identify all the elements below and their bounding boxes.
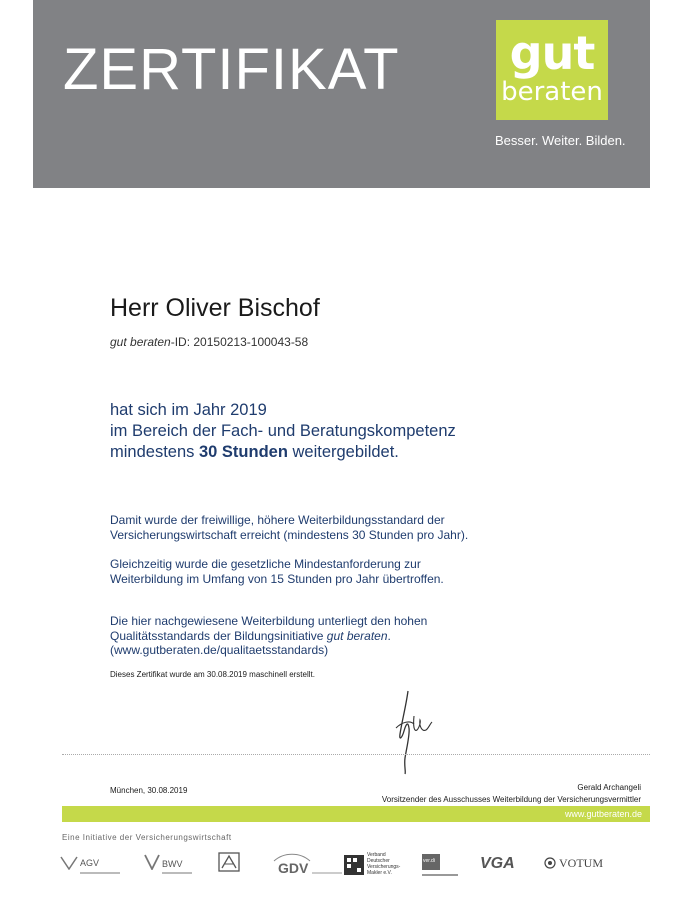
id-label-italic: gut beraten [110,335,171,349]
id-value: -ID: 20150213-100043-58 [170,335,309,349]
bvk-logo-icon [218,852,240,879]
footer-bar [62,806,650,822]
vdvm-line: Deutscher [367,858,390,864]
claim-line-3-post: weitergebildet. [287,443,399,461]
place-date: München, 30.08.2019 [110,786,188,795]
signer-block [382,782,641,806]
vdvm-line: Versicherungs- [367,864,401,870]
paragraph-line [110,629,427,644]
recipient-id [110,335,308,349]
bwv-text: BWV [162,859,183,869]
claim-line-2: im Bereich der Fach- und Beratungskompetenz [110,422,456,440]
verdi-text: ver.di [423,858,435,864]
recipient-name: Herr Oliver Bischof [110,294,320,322]
vdvm-line: Verband [367,852,386,858]
agv-text: AGV [80,858,100,868]
paragraph-text: . [387,628,391,643]
tagline: Besser. Weiter. Bilden. [495,133,626,148]
paragraph-line: Weiterbildung im Umfang von 15 Stunden pro Jahr übertroffen. [110,571,444,586]
paragraph-quality [110,614,427,658]
signer-name: Gerald Archangeli [577,783,641,792]
paragraph-brand: gut beraten [326,628,388,643]
paragraph-legal [110,557,444,586]
votum-text: VOTUM [559,856,603,870]
signature-divider [62,754,650,755]
votum-mark-icon [544,857,556,869]
vga-logo: VGA [480,855,515,872]
claim-line-3 [110,442,456,463]
bwv-mark-icon [144,854,160,870]
logo-word-beraten: beraten [501,77,603,107]
paragraph-standard [110,513,468,542]
agv-mark-icon [60,856,78,870]
gdv-text: GDV [278,860,309,876]
logo-word-gut: gut [509,26,595,80]
claim-line-3-pre: mindestens [110,443,199,461]
paragraph-text: Qualitätsstandards der Bildungsinitiative [110,628,327,643]
signature-image [388,686,438,776]
paragraph-link: (www.gutberaten.de/qualitaetsstandards) [110,643,329,657]
claim-hours: 30 Stunden [198,443,288,461]
paragraph-line: Damit wurde der freiwillige, höhere Weiterbildungsstandard der [110,513,445,527]
gut-beraten-logo [496,20,608,120]
initiative-note: Eine Initiative der Versicherungswirtschaft [62,833,232,842]
vdvm-line: Makler e.V. [367,870,392,876]
claim-line-1: hat sich im Jahr 2019 [110,401,267,419]
certificate-title: ZERTIFIKAT [63,37,400,102]
paragraph-line: Versicherungswirtschaft erreicht (mindestens 30 Stunden pro Jahr). [110,527,469,542]
paragraph-line: Die hier nachgewiesene Weiterbildung unterliegt den hohen [110,614,428,628]
machine-note: Dieses Zertifikat wurde am 30.08.2019 maschinell erstellt. [110,670,315,679]
vdvm-mark-icon [344,855,364,875]
certificate-claim [110,400,456,463]
signer-role: Vorsitzender des Ausschusses Weiterbildung der Versicherungsvermittler [381,795,641,804]
paragraph-line: Gleichzeitig wurde die gesetzliche Mindestanforderung zur [110,557,421,571]
website-url: www.gutberaten.de [564,809,642,819]
partner-logos [60,852,620,884]
